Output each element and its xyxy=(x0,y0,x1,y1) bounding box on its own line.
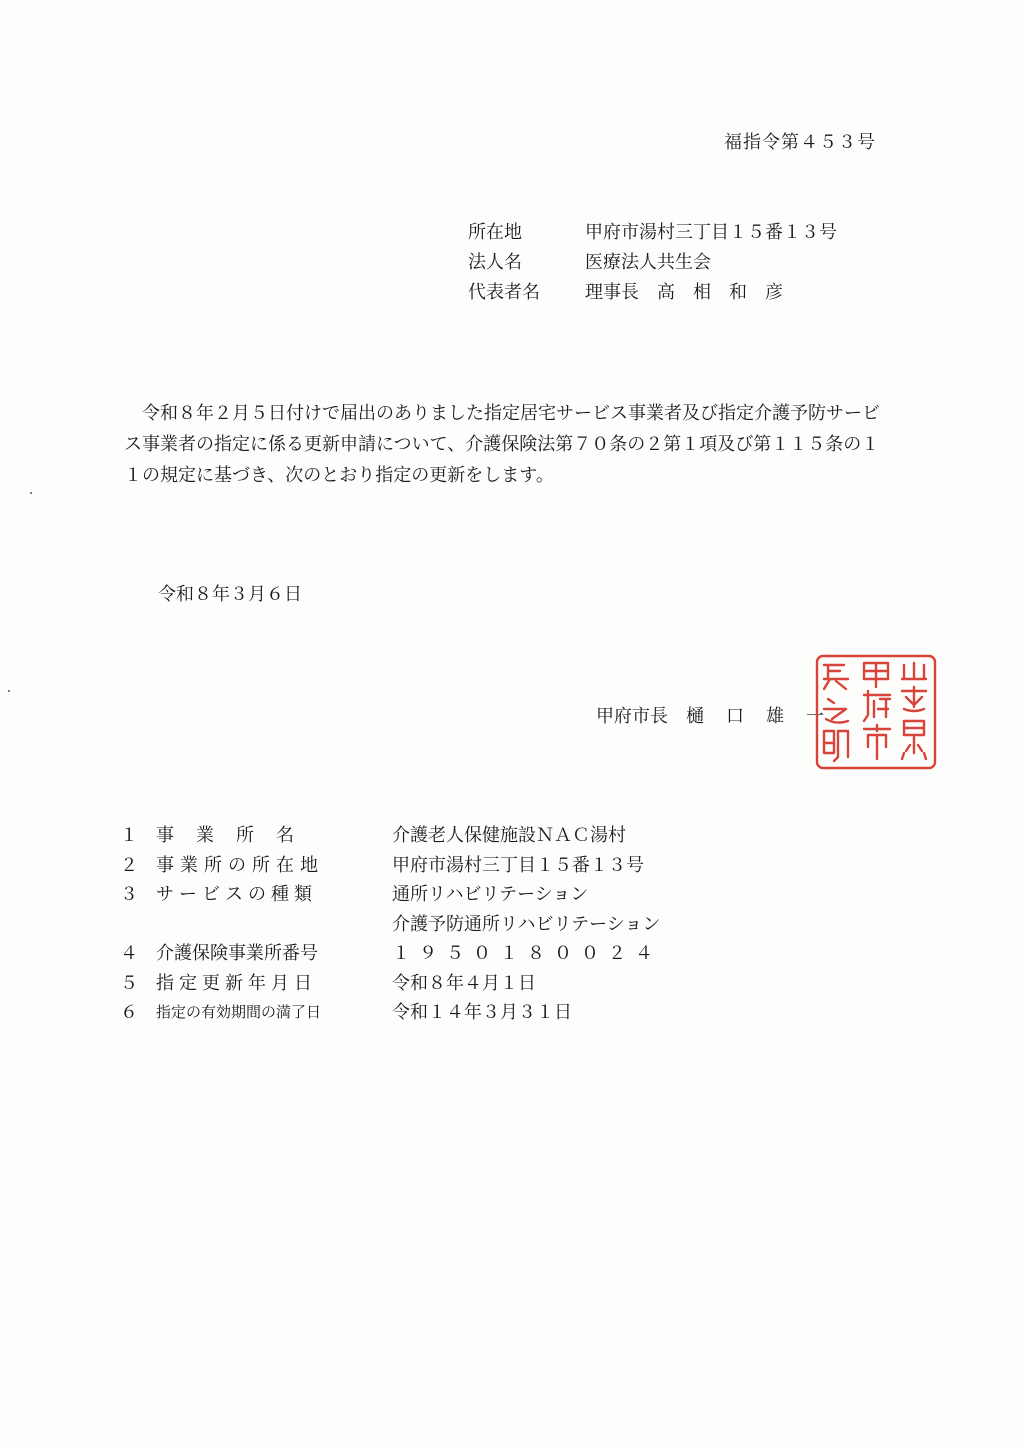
detail-label: 指定の有効期間の満了日 xyxy=(156,1003,322,1021)
detail-row-service-type xyxy=(120,880,662,939)
detail-value xyxy=(392,851,644,881)
facility-address-value: 甲府市湯村三丁目１５番１３号 xyxy=(392,854,644,876)
address-label: 所在地 xyxy=(468,222,522,243)
document-number: 福指令第４５３号 xyxy=(724,132,876,153)
issue-date: 令和８年３月６日 xyxy=(158,584,302,605)
detail-value xyxy=(392,880,660,939)
detail-number: ３ xyxy=(120,884,138,905)
facility-name-value: 介護老人保健施設ＮＡＣ湯村 xyxy=(392,825,626,846)
scan-speck xyxy=(8,690,10,692)
detail-value xyxy=(392,998,572,1028)
detail-number: ５ xyxy=(120,972,138,994)
details-list xyxy=(120,821,662,1028)
detail-row-facility-name xyxy=(120,821,662,851)
detail-value xyxy=(392,969,536,999)
detail-number: ２ xyxy=(120,854,138,876)
service-type-value-2: 介護予防通所リハビリテーション xyxy=(392,913,661,935)
detail-row-renewal-date xyxy=(120,969,662,999)
detail-label: 介護保険事業所番号 xyxy=(156,943,318,964)
body-paragraph: 令和８年２月５日付けで届出のありました指定居宅サービス事業者及び指定介護予防サービス事業者の指定に係る更新申請について、介護保険法第７０条の２第１項及び第１１５条の１１の規定に基づき、次のとおり指定の更新をします。 xyxy=(124,403,880,486)
representative-value: 理事長 高 相 和 彦 xyxy=(585,282,783,303)
applicant-block xyxy=(468,218,837,308)
mayor-name: 樋 口 雄 一 xyxy=(686,706,826,727)
corporation-value: 医療法人共生会 xyxy=(585,252,711,273)
detail-label: 事業所の所在地 xyxy=(156,854,324,876)
detail-number: １ xyxy=(120,825,138,846)
mayor-signature xyxy=(596,702,826,728)
service-type-value-1: 通所リハビリテーション xyxy=(392,884,589,905)
detail-value xyxy=(392,939,662,969)
provider-number-value: １９５０１８００２４ xyxy=(392,943,662,964)
detail-row-provider-number xyxy=(120,939,662,969)
address-value: 甲府市湯村三丁目１５番１３号 xyxy=(585,222,837,243)
detail-row-facility-address xyxy=(120,851,662,881)
scan-speck xyxy=(30,492,32,494)
expiry-date-value: 令和１４年３月３１日 xyxy=(392,1002,572,1023)
official-seal-stamp xyxy=(814,653,938,771)
detail-label: サービスの種類 xyxy=(156,884,317,905)
applicant-row-address xyxy=(468,218,837,248)
detail-number: ６ xyxy=(120,1002,138,1023)
detail-label: 指定更新年月日 xyxy=(156,972,317,994)
corporation-label: 法人名 xyxy=(468,252,522,273)
representative-label: 代表者名 xyxy=(468,282,540,303)
detail-label: 事業所名 xyxy=(156,825,316,846)
detail-number: ４ xyxy=(120,943,138,964)
applicant-row-representative xyxy=(468,278,837,308)
detail-value xyxy=(392,821,626,851)
detail-row-expiry-date xyxy=(120,998,662,1028)
mayor-title: 甲府市長 xyxy=(596,706,668,727)
renewal-date-value: 令和８年４月１日 xyxy=(392,972,536,994)
applicant-row-corporation xyxy=(468,248,837,278)
